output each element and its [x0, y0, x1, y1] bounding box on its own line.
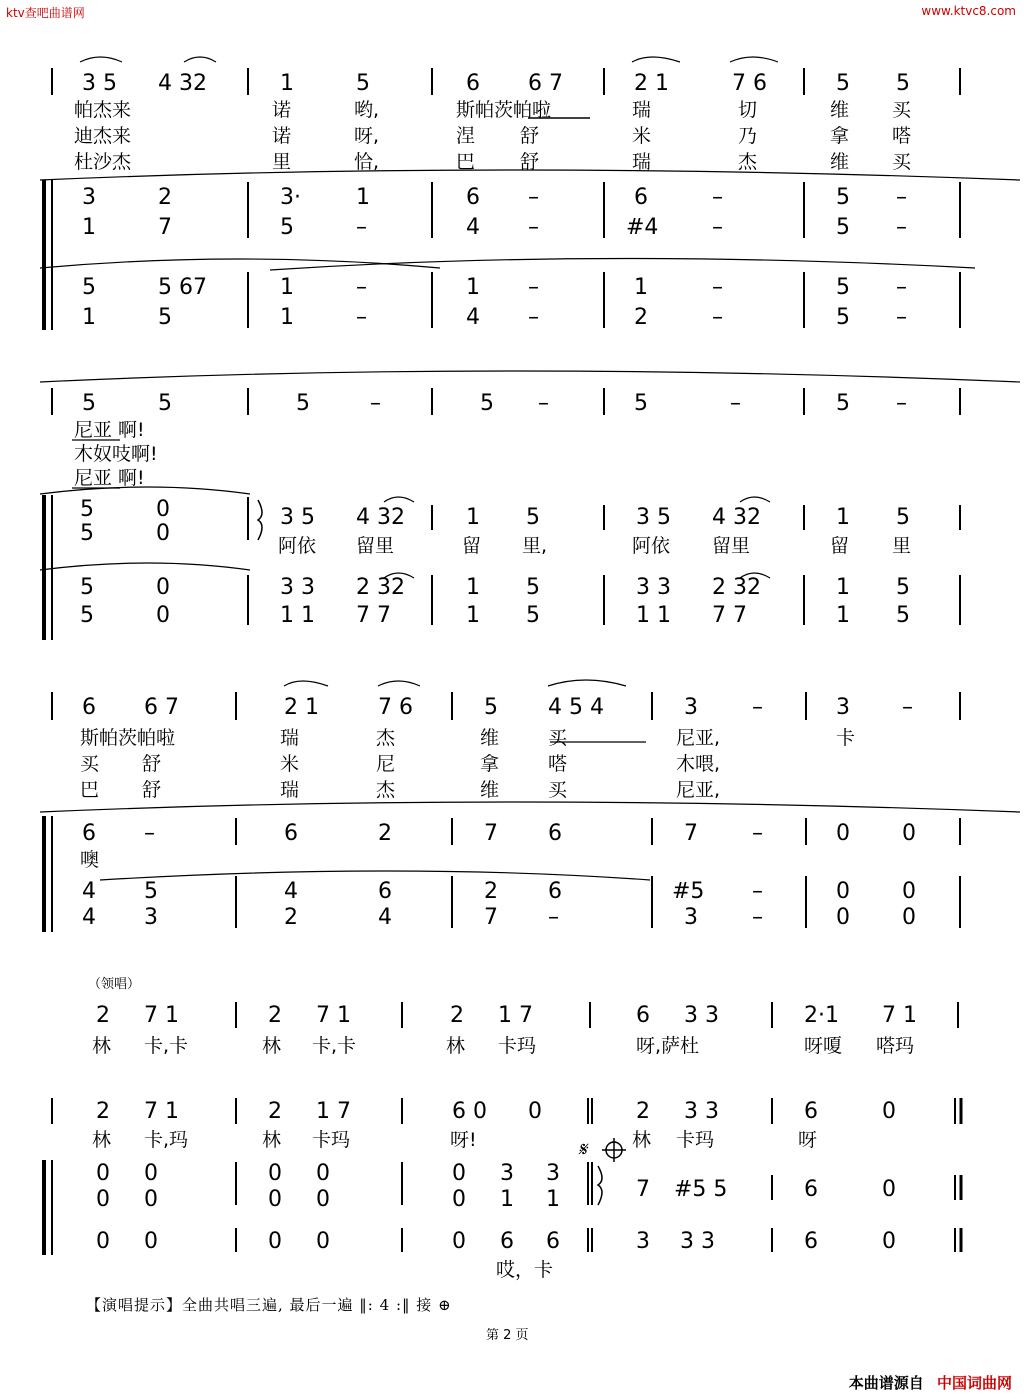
- lyric: 诺: [272, 99, 292, 121]
- note: 6: [284, 821, 298, 846]
- lyric: 斯帕茨帕啦: [456, 99, 552, 121]
- lyric: 呀: [798, 1129, 818, 1151]
- lyric: 尼亚 啊!: [74, 467, 145, 489]
- lyric: 嗒: [548, 753, 568, 775]
- note: 0: [144, 1161, 158, 1186]
- note: 4: [466, 305, 480, 330]
- note: 6: [548, 879, 562, 904]
- note: 5: [836, 71, 850, 96]
- source-footer: [849, 1372, 1012, 1393]
- lyric: 呀,: [354, 125, 380, 147]
- note: 2 1: [284, 695, 319, 720]
- note: 0: [268, 1187, 282, 1212]
- note: #5 5: [674, 1177, 728, 1202]
- note: –: [896, 391, 907, 416]
- note: 0: [316, 1229, 330, 1254]
- note: 7: [636, 1177, 650, 1202]
- note: 2: [96, 1003, 110, 1028]
- note: 7: [684, 821, 698, 846]
- note: 1: [280, 275, 294, 300]
- note: 5: [836, 215, 850, 240]
- note: 6 7: [528, 71, 563, 96]
- lyric: 恰,: [354, 151, 380, 173]
- system-4-text: [88, 976, 917, 1057]
- note: 1 1: [280, 603, 315, 628]
- lyric: 里: [892, 535, 912, 557]
- note: 3 3: [684, 1003, 719, 1028]
- lyric: 尼亚 啊!: [74, 419, 145, 441]
- note: 6: [636, 1003, 650, 1028]
- note: 0: [96, 1161, 110, 1186]
- lyric: 杰: [376, 779, 396, 801]
- note: –: [896, 275, 907, 300]
- note: 6: [466, 185, 480, 210]
- lyric: 尼亚,: [676, 779, 721, 801]
- note: 6: [500, 1229, 514, 1254]
- lyric: 舒: [520, 125, 540, 147]
- note: 6: [804, 1099, 818, 1124]
- note: 6: [546, 1229, 560, 1254]
- note: 3: [636, 1229, 650, 1254]
- note: 3 5: [82, 71, 117, 96]
- note: 7 1: [144, 1003, 179, 1028]
- note: 5: [280, 215, 294, 240]
- note: #5: [672, 879, 705, 904]
- note: 3: [144, 905, 158, 930]
- lyric: 尼亚,: [676, 727, 721, 749]
- note: 0: [156, 603, 170, 628]
- note: 7 7: [712, 603, 747, 628]
- lead-singer-label: （领唱）: [88, 977, 141, 992]
- note: 2·1: [804, 1003, 839, 1028]
- note: 5: [82, 275, 96, 300]
- note: 0: [156, 497, 170, 522]
- lyric: 留里: [712, 535, 751, 557]
- note: –: [356, 305, 367, 330]
- note: 1: [634, 275, 648, 300]
- note: 2: [96, 1099, 110, 1124]
- note: 1: [466, 603, 480, 628]
- note: 1 7: [498, 1003, 533, 1028]
- lyric: 嗒: [892, 125, 912, 147]
- lyric: 留里: [356, 535, 395, 557]
- note: 1: [546, 1187, 560, 1212]
- note: 4: [82, 905, 96, 930]
- note: 2 1: [634, 71, 669, 96]
- note: 5: [158, 391, 172, 416]
- note: –: [902, 695, 913, 720]
- lyric: 舒: [520, 151, 540, 173]
- note: 2 32: [712, 575, 761, 600]
- note: 2: [636, 1099, 650, 1124]
- note: 0: [882, 1229, 896, 1254]
- note: 0: [96, 1229, 110, 1254]
- lyric: 卡玛: [498, 1035, 537, 1057]
- lyric: 切: [738, 99, 758, 121]
- note: 6: [804, 1177, 818, 1202]
- note: 1: [82, 215, 96, 240]
- lyric: 哟,: [354, 99, 380, 121]
- lyric: 卡,卡: [144, 1035, 189, 1057]
- lyric: 呀,萨杜: [636, 1035, 700, 1057]
- note: 5: [836, 305, 850, 330]
- note: –: [712, 275, 723, 300]
- lyric: 买: [892, 151, 912, 173]
- note: 7: [484, 821, 498, 846]
- note: 5: [80, 575, 94, 600]
- note: –: [752, 905, 763, 930]
- note: 0: [836, 821, 850, 846]
- lyric: 维: [480, 727, 500, 749]
- note: 0: [452, 1187, 466, 1212]
- note: 1: [836, 505, 850, 530]
- note: 1: [280, 305, 294, 330]
- lyric: 卡,玛: [144, 1129, 189, 1151]
- note: 0: [144, 1229, 158, 1254]
- note: 1: [280, 71, 294, 96]
- note: 5 67: [158, 275, 207, 300]
- note: 7 7: [356, 603, 391, 628]
- note: 3 3: [680, 1229, 715, 1254]
- lyric: 留: [462, 535, 482, 557]
- note: –: [548, 905, 559, 930]
- note: 4 32: [712, 505, 761, 530]
- note: 2: [634, 305, 648, 330]
- lyric: 拿: [830, 125, 850, 147]
- lyric: 迪杰来: [74, 125, 132, 147]
- note: 3 3: [684, 1099, 719, 1124]
- lyric: 涅: [456, 125, 476, 147]
- note: 2 32: [356, 575, 405, 600]
- note: 0: [268, 1161, 282, 1186]
- note: 1: [500, 1187, 514, 1212]
- note: 0: [316, 1161, 330, 1186]
- lyric: 杰: [738, 151, 758, 173]
- note: –: [896, 185, 907, 210]
- lyric: 维: [480, 779, 500, 801]
- lyric: 瑞: [280, 779, 300, 801]
- note: 0: [316, 1187, 330, 1212]
- lyric: 斯帕茨帕啦: [80, 727, 176, 749]
- lyric: 呀!: [450, 1129, 477, 1151]
- lyric: 舒: [142, 779, 162, 801]
- note: –: [356, 275, 367, 300]
- note: 5: [526, 603, 540, 628]
- note: 0: [902, 905, 916, 930]
- note: 0: [882, 1177, 896, 1202]
- note: 3 5: [280, 505, 315, 530]
- note: 5: [836, 275, 850, 300]
- note: 3 3: [636, 575, 671, 600]
- note: –: [538, 391, 549, 416]
- note: 3: [836, 695, 850, 720]
- note: 2: [268, 1003, 282, 1028]
- note: 0: [902, 821, 916, 846]
- note: 0: [882, 1099, 896, 1124]
- note: –: [528, 275, 539, 300]
- note: 3: [684, 695, 698, 720]
- note: 1: [356, 185, 370, 210]
- note: 6: [548, 821, 562, 846]
- note: –: [752, 695, 763, 720]
- note: 5: [896, 71, 910, 96]
- note: 1 1: [636, 603, 671, 628]
- note: 5: [484, 695, 498, 720]
- note: –: [356, 215, 367, 240]
- system-3-text: [80, 695, 916, 930]
- lyric: 哎，卡: [496, 1259, 554, 1281]
- note: 5: [80, 603, 94, 628]
- system-1-text: [74, 71, 912, 330]
- note: 0: [836, 905, 850, 930]
- source-site-link[interactable]: 中国词曲网: [936, 1374, 1012, 1392]
- note: 0: [836, 879, 850, 904]
- lyric: 林: [92, 1035, 112, 1057]
- note: 0: [528, 1099, 542, 1124]
- note: 5: [634, 391, 648, 416]
- note: –: [528, 215, 539, 240]
- note: 5: [144, 879, 158, 904]
- note: 7 6: [378, 695, 413, 720]
- note: 5: [296, 391, 310, 416]
- site-header-left[interactable]: ktv查吧曲谱网: [6, 6, 85, 20]
- system-2-text: [74, 391, 911, 628]
- lyric: 林: [262, 1129, 282, 1151]
- performance-tip: 【演唱提示】全曲共唱三遍, 最后一遍 ‖: 4 :‖ 接 ⊕: [86, 1296, 452, 1314]
- lyric: 留: [830, 535, 850, 557]
- note: 1: [82, 305, 96, 330]
- note: 5: [836, 391, 850, 416]
- lyric: 林: [632, 1129, 652, 1151]
- lyric: 阿依: [278, 535, 317, 557]
- lyric: 嗒玛: [876, 1035, 915, 1057]
- note: 4 32: [158, 71, 207, 96]
- note: 4: [284, 879, 298, 904]
- note: 6: [804, 1229, 818, 1254]
- note: 4 32: [356, 505, 405, 530]
- note: 5: [526, 505, 540, 530]
- note: 5: [80, 497, 94, 522]
- note: 3: [546, 1161, 560, 1186]
- note: –: [528, 185, 539, 210]
- note: 2: [158, 185, 172, 210]
- note: 5: [896, 575, 910, 600]
- note: 3 5: [636, 505, 671, 530]
- note: 0: [268, 1229, 282, 1254]
- lyric: 呀嗄: [804, 1035, 843, 1057]
- note: –: [896, 215, 907, 240]
- note: 1: [466, 505, 480, 530]
- note: 3 3: [280, 575, 315, 600]
- lyric: 卡,卡: [312, 1035, 357, 1057]
- note: –: [528, 305, 539, 330]
- segno-icon: 𝄋: [578, 1137, 587, 1161]
- lyric: 瑞: [280, 727, 300, 749]
- lyric: 诺: [272, 125, 292, 147]
- note: –: [752, 879, 763, 904]
- note: 3·: [280, 185, 301, 210]
- note: 5: [480, 391, 494, 416]
- note: 4: [378, 905, 392, 930]
- lyric: 里: [272, 151, 292, 173]
- note: 2: [484, 879, 498, 904]
- note: 0: [452, 1229, 466, 1254]
- lyric: 卡玛: [312, 1129, 351, 1151]
- note: –: [712, 215, 723, 240]
- note: 0: [452, 1161, 466, 1186]
- lyric: 瑞: [632, 151, 652, 173]
- note: 7 6: [732, 71, 767, 96]
- lyric: 林: [92, 1129, 112, 1151]
- note: 7 1: [316, 1003, 351, 1028]
- note: 2: [268, 1099, 282, 1124]
- note: 6: [466, 71, 480, 96]
- lyric: 噢: [80, 849, 100, 871]
- note: –: [896, 305, 907, 330]
- note: 5: [356, 71, 370, 96]
- lyric: 林: [262, 1035, 282, 1057]
- note: 7 1: [144, 1099, 179, 1124]
- lyric: 舒: [142, 753, 162, 775]
- lyric: 杰: [376, 727, 396, 749]
- system-3: [40, 680, 1020, 932]
- note: 4: [82, 879, 96, 904]
- system-5-text: [92, 1099, 896, 1281]
- note: 3: [684, 905, 698, 930]
- note: 0: [96, 1187, 110, 1212]
- note: 6: [634, 185, 648, 210]
- note: 1: [466, 575, 480, 600]
- note: –: [712, 305, 723, 330]
- lyric: 林: [446, 1035, 466, 1057]
- lyric: 卡玛: [676, 1129, 715, 1151]
- note: 6: [82, 821, 96, 846]
- lyric: 巴: [456, 151, 476, 173]
- lyric: 帕杰来: [74, 99, 132, 121]
- note: 5: [80, 521, 94, 546]
- note: 5: [836, 185, 850, 210]
- source-label: 本曲谱源自: [848, 1374, 924, 1392]
- note: –: [712, 185, 723, 210]
- lyric: 买: [892, 99, 912, 121]
- lyric: 木奴吱啊!: [74, 443, 158, 465]
- note: 0: [144, 1187, 158, 1212]
- note: #4: [626, 215, 659, 240]
- note: 5: [158, 305, 172, 330]
- note: 7: [158, 215, 172, 240]
- site-header-right[interactable]: www.ktvc8.com: [921, 4, 1016, 18]
- note: –: [144, 821, 155, 846]
- note: 5: [896, 505, 910, 530]
- lyric: 买: [548, 779, 568, 801]
- note: 4 5 4: [548, 695, 604, 720]
- lyric: 买: [548, 727, 568, 749]
- note: 5: [82, 391, 96, 416]
- note: 2: [450, 1003, 464, 1028]
- lyric: 瑞: [632, 99, 652, 121]
- note: 6 0: [452, 1099, 487, 1124]
- note: 1: [466, 275, 480, 300]
- lyric: 维: [830, 151, 850, 173]
- lyric: 米: [280, 753, 300, 775]
- lyric: 杜沙杰: [74, 151, 132, 173]
- note: 0: [156, 521, 170, 546]
- note: 7: [484, 905, 498, 930]
- note: 6: [378, 879, 392, 904]
- lyric: 尼: [376, 753, 396, 775]
- lyric: 木喂,: [676, 753, 721, 775]
- note: 1: [836, 603, 850, 628]
- note: 7 1: [882, 1003, 917, 1028]
- note: 3: [500, 1161, 514, 1186]
- note: –: [752, 821, 763, 846]
- lyric: 拿: [480, 753, 500, 775]
- lyric: 买: [80, 753, 100, 775]
- note: 2: [284, 905, 298, 930]
- note: 5: [526, 575, 540, 600]
- note: 5: [896, 603, 910, 628]
- note: 0: [156, 575, 170, 600]
- note: 6 7: [144, 695, 179, 720]
- lyric: 乃: [738, 125, 758, 147]
- note: 4: [466, 215, 480, 240]
- page-number: 第 2 页: [486, 1328, 529, 1343]
- note: 3: [82, 185, 96, 210]
- lyric: 阿依: [632, 535, 671, 557]
- note: 1: [836, 575, 850, 600]
- note: 0: [902, 879, 916, 904]
- lyric: 里,: [522, 535, 548, 557]
- note: 1 7: [316, 1099, 351, 1124]
- note: 6: [82, 695, 96, 720]
- lyric: 卡: [836, 727, 856, 749]
- note: 2: [378, 821, 392, 846]
- note: –: [730, 391, 741, 416]
- lyric: 米: [632, 125, 652, 147]
- lyric: 巴: [80, 779, 100, 801]
- lyric: 维: [830, 99, 850, 121]
- note: –: [370, 391, 381, 416]
